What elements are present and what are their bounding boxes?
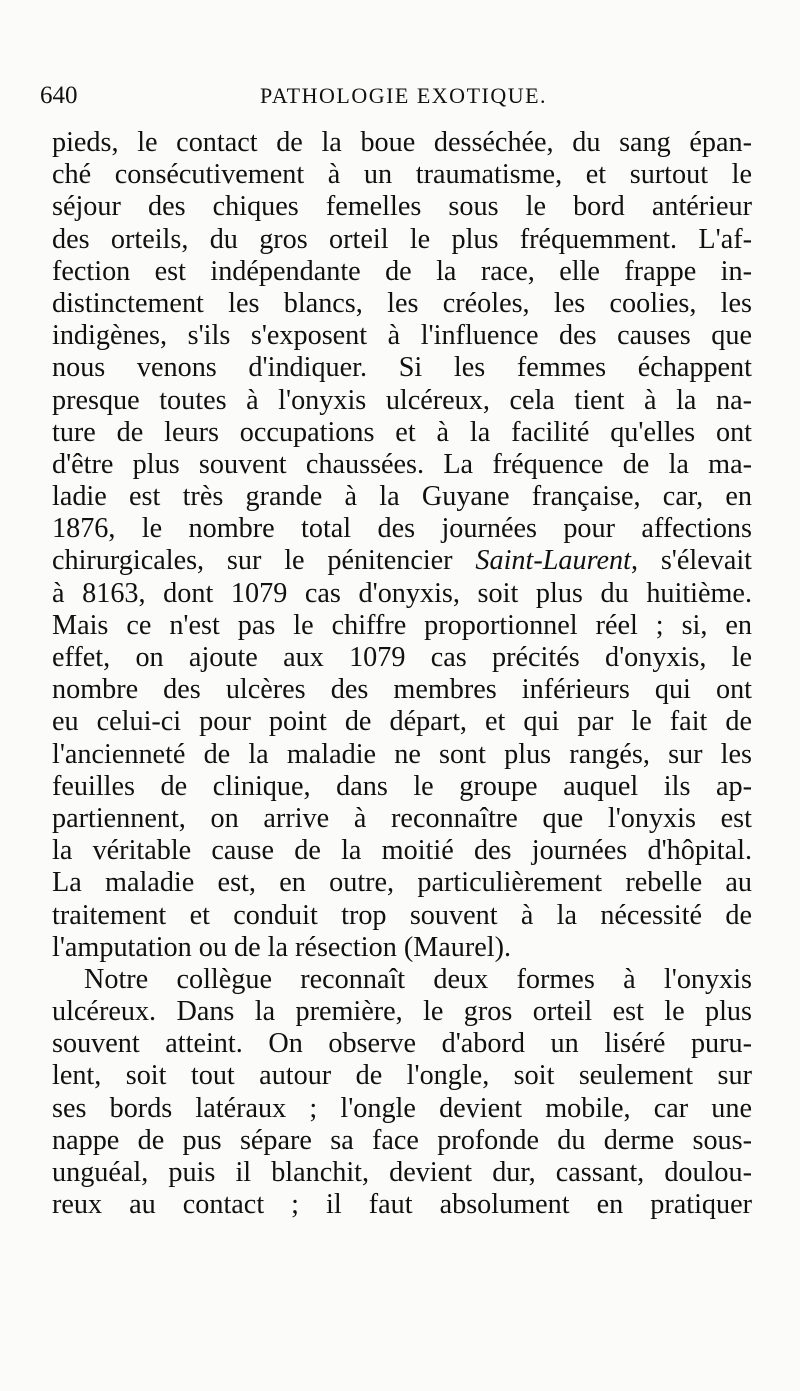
text-line: reux au contact ; il faut absolument en pratiquer — [52, 1189, 752, 1221]
text-line: presque toutes à l'onyxis ulcéreux, cela tient à la na- — [52, 384, 752, 416]
italic-place-name: Saint-Laurent — [475, 545, 631, 577]
text-line: nappe de pus sépare sa face profonde du derme sous- — [52, 1124, 752, 1156]
text-run: , s'élevait — [630, 545, 752, 577]
text-line: séjour des chiques femelles sous le bord antérieur — [52, 191, 752, 223]
text-line: Mais ce n'est pas le chiffre proportionnel réel ; si, en — [52, 609, 752, 641]
page-number: 640 — [40, 82, 78, 109]
running-title: PATHOLOGIE EXOTIQUE. — [260, 83, 548, 108]
paragraph-start-line: Notre collègue reconnaît deux formes à l'onyxis — [84, 963, 752, 995]
text-line: d'être plus souvent chaussées. La fréquence de la ma- — [52, 448, 752, 480]
text-line: des orteils, du gros orteil le plus fréquemment. L'af- — [52, 223, 752, 255]
text-line: La maladie est, en outre, particulièrement rebelle au — [52, 867, 752, 899]
text-line: ladie est très grande à la Guyane française, car, en — [52, 481, 752, 513]
text-line: la véritable cause de la moitié des journées d'hôpital. — [52, 835, 752, 867]
text-line: l'ancienneté de la maladie ne sont plus rangés, sur les — [52, 738, 752, 770]
text-line: effet, on ajoute aux 1079 cas précités d'onyxis, le — [52, 642, 752, 673]
text-line: lent, soit tout autour de l'ongle, soit seulement sur — [52, 1060, 752, 1092]
body-text — [52, 127, 752, 1221]
text-line: ses bords latéraux ; l'ongle devient mobile, car une — [52, 1092, 752, 1124]
text-line: nombre des ulcères des membres inférieurs qui ont — [52, 674, 752, 706]
text-line: pieds, le contact de la boue desséchée, du sang épan- — [52, 127, 752, 158]
text-line: 1876, le nombre total des journées pour affections — [52, 513, 752, 545]
text-line: à 8163, dont 1079 cas d'onyxis, soit plus du huitième. — [52, 577, 752, 609]
text-line-with-italic — [52, 545, 752, 577]
text-line: ché consécutivement à un traumatisme, et surtout le — [52, 159, 752, 191]
text-line: ulcéreux. Dans la première, le gros orteil est le plus — [52, 996, 752, 1028]
text-line: eu celui-ci pour point de départ, et qui par le fait de — [52, 706, 752, 738]
text-line: feuilles de clinique, dans le groupe auquel ils ap- — [52, 770, 752, 802]
paragraph-end-line: l'amputation ou de la résection (Maurel). — [52, 931, 512, 963]
text-line: ture de leurs occupations et à la facilité qu'elles ont — [52, 416, 752, 448]
text-line: distinctement les blancs, les créoles, les coolies, les — [52, 287, 752, 319]
text-line: nous venons d'indiquer. Si les femmes échappent — [52, 352, 752, 384]
text-run: chirurgicales, sur le pénitencier — [52, 545, 476, 577]
text-line: fection est indépendante de la race, elle frappe in- — [52, 255, 752, 287]
text-line: traitement et conduit trop souvent à la nécessité de — [52, 899, 752, 931]
text-line: indigènes, s'ils s'exposent à l'influence des causes que — [52, 320, 752, 352]
running-head — [40, 82, 760, 118]
text-line: souvent atteint. On observe d'abord un liséré puru- — [52, 1028, 752, 1060]
text-line: partiennent, on arrive à reconnaître que l'onyxis est — [52, 802, 752, 834]
text-line: unguéal, puis il blanchit, devient dur, cassant, doulou- — [52, 1157, 752, 1188]
